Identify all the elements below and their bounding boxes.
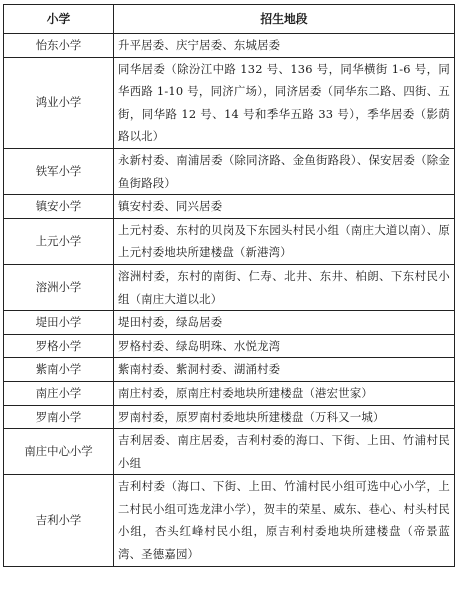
- school-name: 鸿业小学: [4, 57, 114, 148]
- school-name: 镇安小学: [4, 195, 114, 219]
- table-row: [4, 405, 455, 429]
- school-name: 铁军小学: [4, 148, 114, 194]
- header-enrollment-area: 招生地段: [114, 5, 455, 34]
- table-row: [4, 358, 455, 382]
- enrollment-area: 永新村委、南浦居委（除同济路、金鱼街路段）、保安居委（除金鱼街路段）: [114, 148, 455, 194]
- enrollment-area: 紫南村委、紫洞村委、湖涌村委: [114, 358, 455, 382]
- table-row: [4, 334, 455, 358]
- enrollment-area: 上元村委、东村的贝岗及下东园头村民小组（南庄大道以南）、原上元村委地块所建楼盘（新港湾）: [114, 218, 455, 264]
- school-name: 吉利小学: [4, 475, 114, 566]
- school-name: 罗南小学: [4, 405, 114, 429]
- table-header-row: [4, 5, 455, 34]
- table-row: [4, 311, 455, 335]
- enrollment-area: 吉利村委（海口、下街、上田、竹浦村民小组可选中心小学，上二村民小组可选龙津小学），贺丰的荣星、威东、巷心、村头村民小组，杏头红峰村民小组，原吉利村委地块所建楼盘（帝景蓝湾、圣德嘉园）: [114, 475, 455, 566]
- enrollment-area: 罗格村委、绿岛明珠、水悦龙湾: [114, 334, 455, 358]
- table-row: [4, 429, 455, 475]
- table-row: [4, 475, 455, 566]
- enrollment-area: 吉利居委、南庄居委，吉利村委的海口、下街、上田、竹浦村民小组: [114, 429, 455, 475]
- table-row: [4, 195, 455, 219]
- enrollment-area: 堤田村委，绿岛居委: [114, 311, 455, 335]
- enrollment-area: 溶洲村委，东村的南街、仁寿、北井、东井、柏朗、下东村民小组（南庄大道以北）: [114, 264, 455, 310]
- table-row: [4, 218, 455, 264]
- enrollment-area: 同华居委（除汾江中路 132 号、136 号，同华横街 1-6 号，同华西路 1-10 号，同济广场），同济居委（同华东二路、四街、五街，同华路 12 号、14 号和季华五路 33 号），季华居委（影荫路以北）: [114, 57, 455, 148]
- table-row: [4, 57, 455, 148]
- school-name: 上元小学: [4, 218, 114, 264]
- header-school: 小学: [4, 5, 114, 34]
- school-name: 南庄中心小学: [4, 429, 114, 475]
- school-name: 堤田小学: [4, 311, 114, 335]
- enrollment-area: 升平居委、庆宁居委、东城居委: [114, 34, 455, 58]
- enrollment-zone-table: [3, 4, 455, 567]
- table-row: [4, 148, 455, 194]
- table-row: [4, 381, 455, 405]
- enrollment-area: 南庄村委，原南庄村委地块所建楼盘（港宏世家）: [114, 381, 455, 405]
- school-name: 南庄小学: [4, 381, 114, 405]
- enrollment-area: 镇安村委、同兴居委: [114, 195, 455, 219]
- school-name: 紫南小学: [4, 358, 114, 382]
- school-name: 溶洲小学: [4, 264, 114, 310]
- table-row: [4, 34, 455, 58]
- school-name: 怡东小学: [4, 34, 114, 58]
- school-name: 罗格小学: [4, 334, 114, 358]
- table-row: [4, 264, 455, 310]
- enrollment-area: 罗南村委，原罗南村委地块所建楼盘（万科又一城）: [114, 405, 455, 429]
